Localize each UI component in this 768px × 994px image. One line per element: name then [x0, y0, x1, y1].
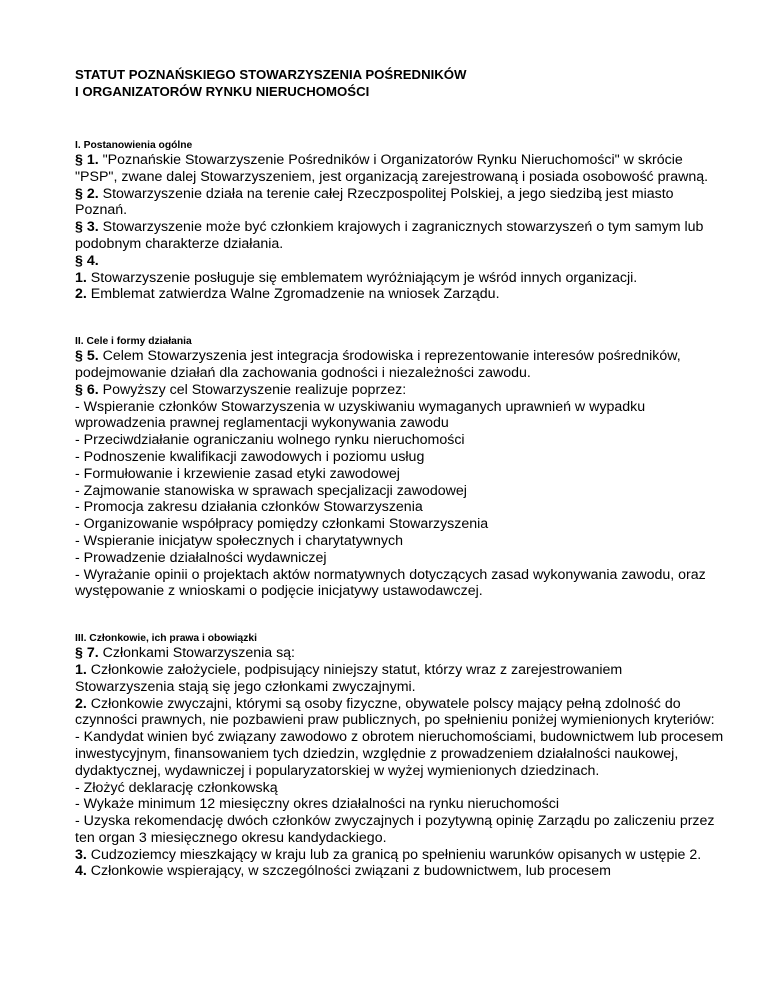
list-item: [75, 449, 725, 466]
paragraph-text: - Kandydat winien być związany zawodowo z obrotem nieruchomościami, budownictwem lub procesem inwestycyjnym, finansowaniem tych dziedzin, względnie z prowadzeniem działalności naukowej, dydaktycznej, wydawniczej i popularyzatorskiej w wyżej wymienionych dziedzinach.: [75, 729, 724, 779]
paragraph-text: - Uzyska rekomendację dwóch członków zwyczajnych i pozytywną opinię Zarządu po zaliczeniu przez ten organ 3 miesięcznego okresu kandydackiego.: [75, 813, 715, 846]
paragraph-text: - Przeciwdziałanie ograniczaniu wolnego rynku nieruchomości: [75, 432, 465, 449]
paragraph-text: - Formułowanie i krzewienie zasad etyki zawodowej: [75, 465, 400, 482]
list-item: [75, 533, 725, 550]
section-3: [75, 632, 725, 880]
paragraph-label: 1.: [75, 661, 87, 678]
list-item: [75, 466, 725, 483]
paragraph-text: Cudzoziemcy mieszkający w kraju lub za granicą po spełnieniu warunków opisanych w ustępie 2.: [86, 846, 702, 863]
list-item: [75, 813, 725, 847]
list-item: [75, 432, 725, 449]
paragraph: [75, 348, 725, 382]
section-2: [75, 335, 725, 600]
list-item: [75, 399, 725, 433]
paragraph-label: § 1.: [75, 152, 99, 168]
paragraph-text: Stowarzyszenie posługuje się emblematem wyróżniającym je wśród innych organizacji.: [86, 269, 638, 286]
paragraph: [75, 286, 725, 303]
paragraph: [75, 382, 725, 399]
paragraph-text: Członkami Stowarzyszenia są:: [98, 645, 296, 662]
list-item: [75, 729, 725, 779]
document-title-line-2: I ORGANIZATORÓW RYNKU NIERUCHOMOŚCI: [75, 84, 370, 99]
paragraph-label: 1.: [75, 269, 87, 286]
paragraph: [75, 253, 725, 270]
document-page: [75, 66, 725, 880]
section-heading: II. Cele i formy działania: [75, 336, 192, 348]
paragraph-text: - Wspieranie inicjatyw społecznych i charytatywnych: [75, 532, 404, 549]
paragraph-text: - Organizowanie współpracy pomiędzy członkami Stowarzyszenia: [75, 516, 489, 533]
paragraph: [75, 696, 725, 730]
paragraph-label: 3.: [75, 846, 87, 863]
paragraph: [75, 863, 725, 880]
paragraph: [75, 186, 725, 220]
section-1: [75, 139, 725, 303]
paragraph-text: Emblemat zatwierdza Walne Zgromadzenie na wniosek Zarządu.: [86, 286, 500, 303]
paragraph-text: Członkowie zwyczajni, którymi są osoby fizyczne, obywatele polscy mający pełną zdolność do czynności prawnych, nie pozbawieni praw publicznych, po spełnieniu poniżej wymienionych kryteriów:: [75, 695, 715, 729]
paragraph-text: "Poznańskie Stowarzyszenie Pośredników i Organizatorów Rynku Nieruchomości" w skrócie "PSP", zwane dalej Stowarzyszeniem, jest organizacją zarejestrowaną i posiada osobowość prawną.: [75, 152, 709, 185]
list-item: [75, 516, 725, 533]
paragraph-text: Powyższy cel Stowarzyszenie realizuje poprzez:: [98, 381, 407, 398]
paragraph-label: 2.: [75, 286, 87, 303]
paragraph-text: Celem Stowarzyszenia jest integracja środowiska i reprezentowanie interesów pośredników, podejmowanie działań dla zachowania godności i niezależności zawodu.: [75, 348, 681, 381]
paragraph-label: § 5.: [75, 348, 99, 365]
paragraph-text: - Wykaże minimum 12 miesięczny okres działalności na rynku nieruchomości: [75, 796, 559, 813]
section-heading: I. Postanowienia ogólne: [75, 140, 193, 151]
paragraph-text: - Zajmowanie stanowiska w sprawach specjalizacji zawodowej: [75, 482, 467, 499]
paragraph-label: § 6.: [75, 381, 99, 398]
paragraph-text: Członkowie założyciele, podpisujący niniejszy statut, którzy wraz z zarejestrowaniem Stowarzyszenia stają się jego członkami zwyczajnymi.: [75, 661, 623, 695]
paragraph-label: § 7.: [75, 645, 99, 662]
paragraph-text: - Podnoszenie kwalifikacji zawodowych i poziomu usług: [75, 448, 425, 465]
paragraph-text: Członkowie wspierający, w szczególności związani z budownictwem, lub procesem: [86, 863, 611, 880]
paragraph: [75, 662, 725, 696]
paragraph-label: § 4.: [75, 252, 99, 269]
list-item: [75, 550, 725, 567]
paragraph: [75, 219, 725, 253]
list-item: [75, 780, 725, 797]
document-title-line-1: STATUT POZNAŃSKIEGO STOWARZYSZENIA POŚREDNIKÓW: [75, 67, 467, 82]
paragraph: [75, 270, 725, 287]
paragraph: [75, 152, 725, 186]
paragraph-text: - Wyrażanie opinii o projektach aktów normatywnych dotyczących zasad wykonywania zawodu, oraz występowanie z wnioskami o podjęcie inicjatywy ustawodawczej.: [75, 566, 706, 600]
section-heading: III. Członkowie, ich prawa i obowiązki: [75, 633, 257, 645]
paragraph-label: § 2.: [75, 185, 99, 202]
paragraph: [75, 847, 725, 864]
paragraph-text: Stowarzyszenie działa na terenie całej Rzeczpospolitej Polskiej, a jego siedzibą jest miasto Poznań.: [75, 185, 674, 219]
paragraph-label: 4.: [75, 863, 87, 880]
paragraph-text: - Złożyć deklarację członkowską: [75, 779, 278, 796]
paragraph-label: § 3.: [75, 219, 99, 236]
list-item: [75, 796, 725, 813]
list-item: [75, 483, 725, 500]
list-item: [75, 567, 725, 601]
paragraph-text: - Promocja zakresu działania członków Stowarzyszenia: [75, 499, 423, 516]
paragraph-text: Stowarzyszenie może być członkiem krajowych i zagranicznych stowarzyszeń o tym samym lub podobnym charakterze działania.: [75, 219, 704, 252]
paragraph-text: - Prowadzenie działalności wydawniczej: [75, 549, 327, 566]
paragraph-text: - Wspieranie członków Stowarzyszenia w uzyskiwaniu wymaganych uprawnień w wypadku wprowadzenia prawnej reglamentacji wykonywania zawodu: [75, 398, 646, 432]
list-item: [75, 499, 725, 516]
paragraph-label: 2.: [75, 695, 87, 712]
paragraph: [75, 645, 725, 662]
